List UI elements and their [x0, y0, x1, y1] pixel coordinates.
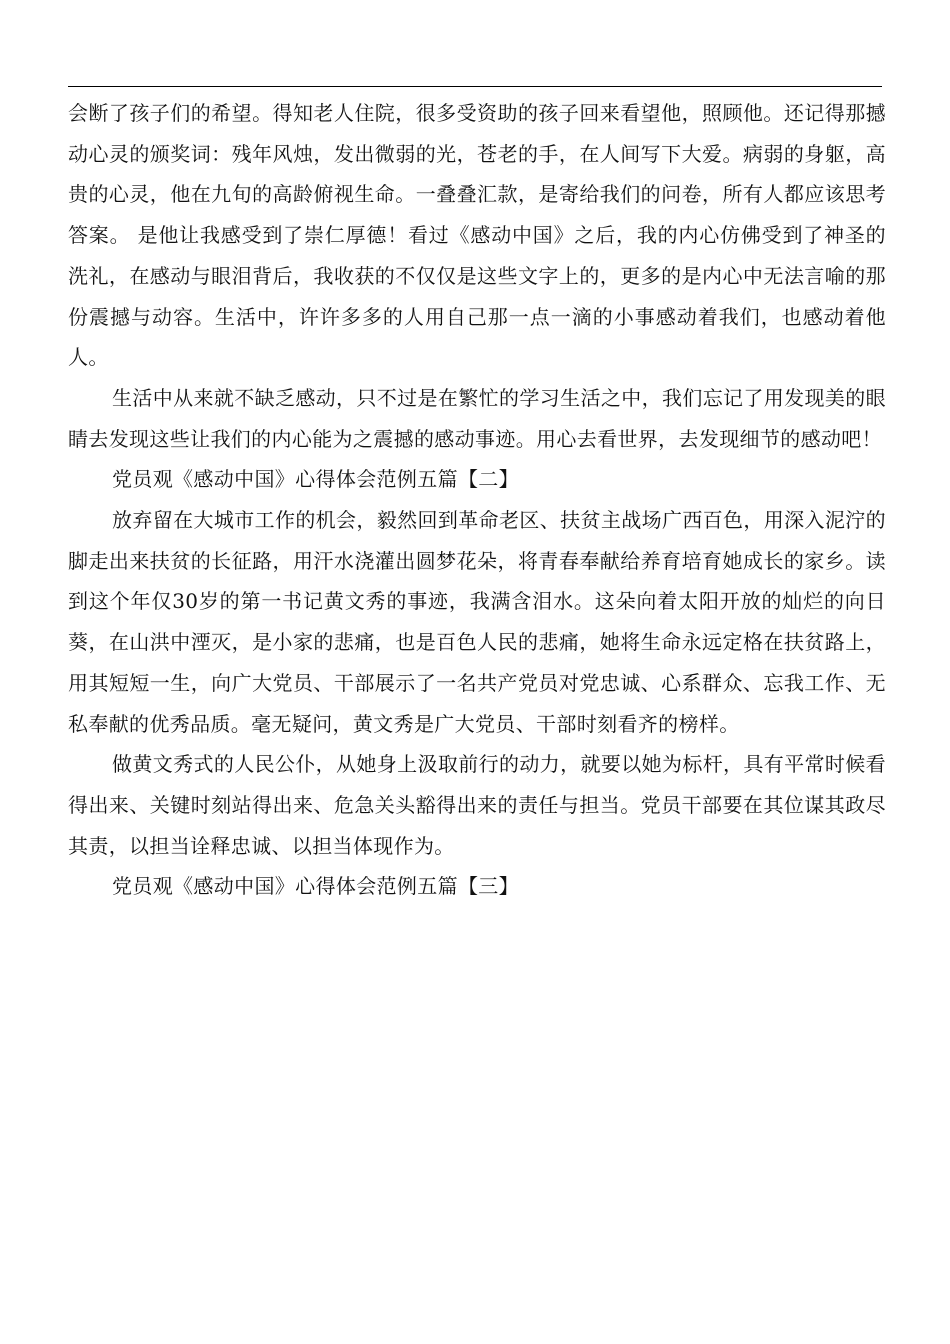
header-rule — [68, 86, 882, 87]
document-body — [68, 93, 886, 907]
paragraph-continuation: 会断了孩子们的希望。得知老人住院，很多受资助的孩子回来看望他，照顾他。还记得那撼动心灵的颁奖词：残年风烛，发出微弱的光，苍老的手，在人间写下大爱。病弱的身躯，高贵的心灵，他在九旬的高龄俯视生命。一叠叠汇款，是寄给我们的问卷，所有人都应该思考答案。 是他让我感受到了崇仁厚德！看过《感动中国》之后，我的内心仿佛受到了神圣的洗礼，在感动与眼泪背后，我收获的不仅仅是这些文字上的，更多的是内心中无法言喻的那份震撼与动容。生活中，许许多多的人用自己那一点一滴的小事感动着我们，也感动着他人。 — [68, 101, 886, 370]
paragraph-huang-wenxiu: 放弃留在大城市工作的机会，毅然回到革命老区、扶贫主战场广西百色，用深入泥泞的脚走出来扶贫的长征路，用汗水浇灌出圆梦花朵，将青春奉献给养育培育她成长的家乡。读到这个年仅30岁的第一书记黄文秀的事迹，我满含泪水。这朵向着太阳开放的灿烂的向日葵，在山洪中湮灭，是小家的悲痛，也是百色人民的悲痛，她将生命永远定格在扶贫路上，用其短短一生，向广大党员、干部展示了一名共产党员对党忠诚、心系群众、忘我工作、无私奉献的优秀品质。毫无疑问，黄文秀是广大党员、干部时刻看齐的榜样。 — [68, 508, 886, 736]
paragraph-public-servant: 做黄文秀式的人民公仆，从她身上汲取前行的动力，就要以她为标杆，具有平常时候看得出来、关键时刻站得出来、危急关头豁得出来的责任与担当。党员干部要在其位谋其政尽其责，以担当诠释忠诚、以担当体现作为。 — [68, 752, 886, 858]
section-heading-two: 党员观《感动中国》心得体会范例五篇【二】 — [112, 467, 519, 492]
paragraph-conclusion: 生活中从来就不缺乏感动，只不过是在繁忙的学习生活之中，我们忘记了用发现美的眼睛去发现这些让我们的内心能为之震撼的感动事迹。用心去看世界，去发现细节的感动吧！ — [68, 385, 886, 451]
section-heading-three: 党员观《感动中国》心得体会范例五篇【三】 — [112, 874, 519, 899]
